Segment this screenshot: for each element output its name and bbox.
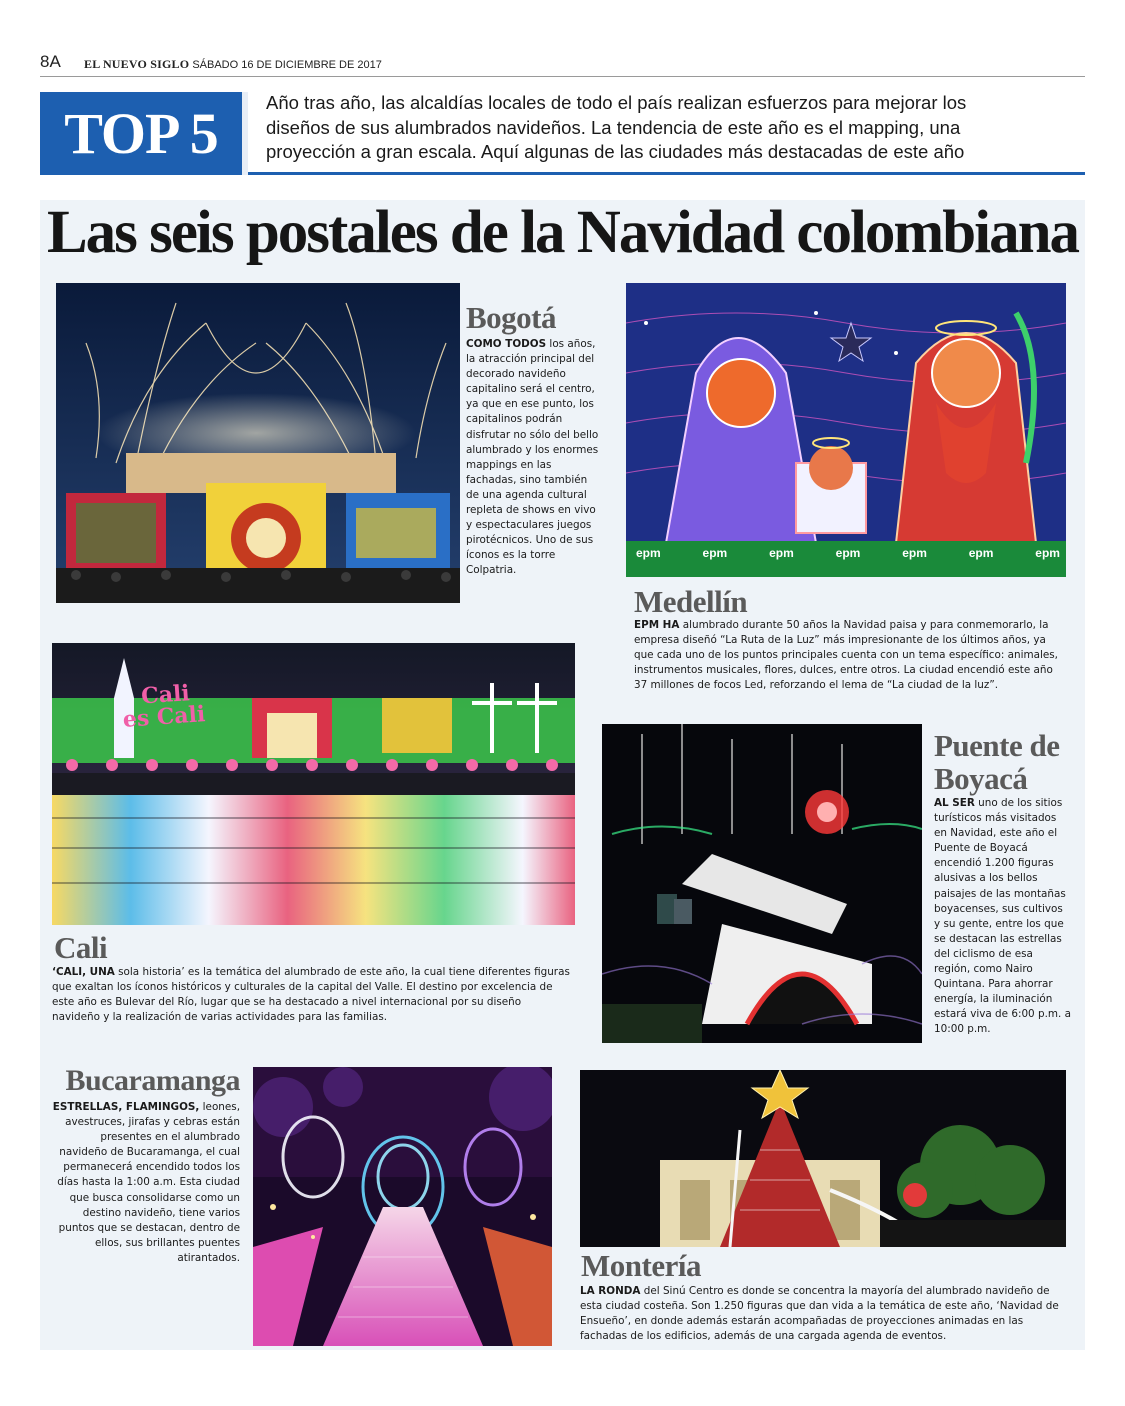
cali-sign: [121, 681, 206, 731]
cali-body: sola historia’ es la temática del alumbrado de este año, la cual tiene diferentes figuras que exaltan los íconos históricos y culturales de la capital del Valle. El destino por excelencia de este año es Bulevar del Río, lugar que se ha destacado a nivel internacional por su diseño navideño y la realización de varias actividades para las familias.: [52, 966, 570, 1024]
monteria-text: [580, 1284, 1066, 1344]
cali-text: [52, 965, 572, 1025]
intro-rule: [248, 172, 1085, 175]
medellin-photo: [626, 283, 1066, 577]
newspaper-name: EL NUEVO SIGLO: [84, 57, 190, 71]
monteria-title: Montería: [581, 1248, 701, 1283]
epm-logo-2: epm: [702, 546, 728, 560]
bogota-title: Bogotá: [466, 300, 556, 335]
bucaramanga-body: leones, avestruces, jirafas y cebras están presentes en el alumbrado navideño de Bucaramanga, el cual permanecerá encendido todos los días hasta la 1:00 a.m. Esta ciudad que busca consolidarse como un destino navideño, tiene varios puntos que se destacan, dentro de ellos, sus brillantes puentes atirantados.: [57, 1101, 240, 1264]
medellin-logo-row: [630, 546, 1066, 560]
boyaca-lead: AL SER: [934, 797, 975, 809]
epm-logo-3: epm: [769, 546, 794, 560]
bucaramanga-lead: ESTRELLAS, FLAMINGOS,: [52, 1101, 200, 1113]
boyaca-title-line1: Puente de: [934, 728, 1060, 763]
bogota-lead: COMO TODOS: [466, 338, 547, 350]
bogota-text: [466, 337, 601, 579]
bucaramanga-text: [52, 1100, 240, 1266]
monteria-photo: [580, 1070, 1066, 1247]
bucaramanga-photo: [253, 1067, 552, 1346]
top5-badge: TOP 5: [40, 92, 248, 175]
cali-sign-line2: es Cali: [121, 701, 207, 733]
epm-logo-4: epm: [835, 546, 861, 560]
issue-date: SÁBADO 16 DE DICIEMBRE DE 2017: [192, 59, 382, 71]
medellin-lead: EPM HA: [634, 619, 680, 631]
cali-sign-line1: Cali: [140, 680, 191, 710]
boyaca-photo: [602, 724, 922, 1043]
epm-logo-6: epm: [968, 546, 994, 560]
monteria-lead: LA RONDA: [580, 1285, 641, 1297]
monteria-body: del Sinú Centro es donde se concentra la mayoría del alumbrado navideño de esta ciudad costeña. Son 1.250 figuras que dan vida a la temática de este año, ‘Navidad de Ensueño’, en donde además estarán acompañadas de proyecciones animadas en las fachadas de los edificios, además de una cargada agenda de eventos.: [580, 1285, 1059, 1343]
boyaca-text: [934, 796, 1072, 1038]
epm-logo-7: epm: [1035, 546, 1060, 560]
boyaca-body: uno de los sitios turísticos más visitados en Navidad, este año el Puente de Boyacá encendió 1.200 figuras alusivas a los bellos paisajes de las montañas boyacenses, sus cultivos y su gente, entre los que se destacan las estrellas del ciclismo de esa región, como Nairo Quintana. Para ahorrar energía, la iluminación estará viva de 6:00 p.m. a 10:00 p.m.: [934, 797, 1071, 1036]
page-folio: 8A: [40, 52, 61, 71]
bogota-body: los años, la atracción principal del decorado navideño capitalino será el centro, ya que en ese punto, los capitalinos podrán disfrutar no sólo del bello alumbrado y los enormes mappings en las fachadas, sino también de una agenda cultural repleta de shows en vivo y espectaculares juegos pirotécnicos. Uno de sus íconos es la torre Colpatria.: [466, 338, 599, 577]
epm-logo-5: epm: [902, 546, 927, 560]
medellin-title: Medellín: [634, 584, 748, 619]
medellin-body: alumbrado durante 50 años la Navidad paisa y para conmemorarlo, la empresa diseñó “La Ruta de la Luz” más impresionante de los últimos años, ya que cada uno de los puntos principales cuenta con un tema específico: animales, instrumentos musicales, flores, dulces, entre otros. La ciudad encendió este año 37 millones de focos Led, reforzando el lema de “La ciudad de la luz”.: [634, 619, 1058, 692]
cali-title: Cali: [54, 930, 108, 965]
header-rule: [40, 76, 1085, 77]
medellin-text: [634, 618, 1059, 693]
bogota-photo: [56, 283, 460, 603]
headline: Las seis postales de la Navidad colombiana: [46, 199, 1079, 266]
cali-lead: ‘CALI, UNA: [52, 966, 115, 978]
intro-text: Año tras año, las alcaldías locales de todo el país realizan esfuerzos para mejorar los diseños de sus alumbrados navideños. La tendencia de este año es el mapping, una proyección a gran escala. Aquí algunas de las ciudades más destacadas de este año: [266, 92, 967, 162]
page-header: [84, 57, 382, 72]
bucaramanga-title: Bucaramanga: [65, 1064, 240, 1097]
epm-logo-1: epm: [636, 546, 661, 560]
boyaca-title-line2: Boyacá: [934, 761, 1028, 796]
boyaca-title: [934, 729, 1060, 795]
